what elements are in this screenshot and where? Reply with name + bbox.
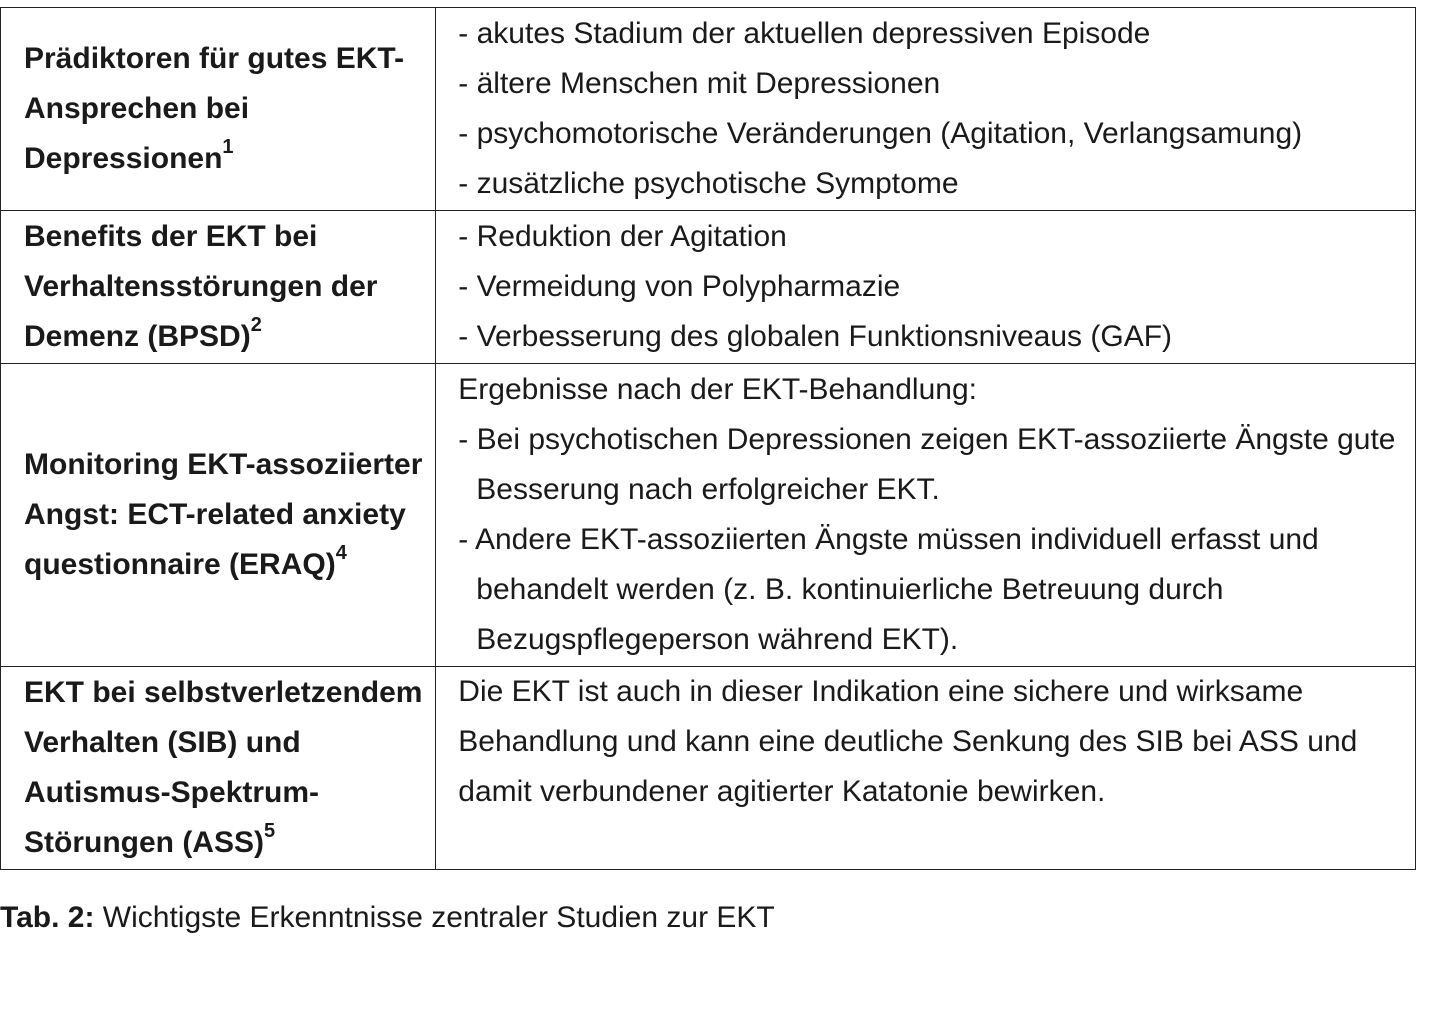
row-intro-text: Ergebnisse nach der EKT-Behandlung: [458, 373, 977, 406]
footnote-marker: 1 [222, 136, 234, 158]
table-row [1, 364, 1416, 667]
table-row [1, 211, 1416, 364]
table-caption [0, 893, 775, 943]
footnote-marker: 2 [250, 314, 262, 336]
table-row [1, 8, 1416, 211]
list-item: - Bei psychotischen Depressionen zeigen EKT-assoziierte Ängste gute Besserung nach erfolgreicher EKT. [458, 423, 1396, 506]
table-row [1, 667, 1416, 870]
list-item: - Andere EKT-assoziierten Ängste müssen individuell erfasst und behandelt werden (z. B. kontinuierliche Betreuung durch Bezugspflegeperson während EKT). [458, 523, 1319, 656]
findings-table [0, 7, 1416, 870]
list-item: - Reduktion der Agitation [458, 220, 787, 253]
footnote-marker: 5 [264, 820, 276, 842]
row-content-cell [436, 211, 1416, 364]
caption-label: Tab. 2: [0, 901, 95, 934]
row-heading-cell [1, 667, 436, 870]
row-content-cell [436, 667, 1416, 870]
row-heading-text: Monitoring EKT-assoziierter Angst: ECT-related anxiety questionnaire (ERAQ) [24, 448, 423, 581]
list-item: - Vermeidung von Polypharmazie [458, 270, 901, 303]
row-paragraph-text: Die EKT ist auch in dieser Indikation eine sichere und wirksame Behandlung und kann eine deutliche Senkung des SIB bei ASS und damit verbundener agitierter Katatonie bewirken. [458, 675, 1358, 808]
list-item: - psychomotorische Veränderungen (Agitation, Verlangsamung) [458, 117, 1303, 150]
row-heading-text: Benefits der EKT bei Verhaltensstörungen der Demenz (BPSD) [24, 220, 378, 353]
list-item: - akutes Stadium der aktuellen depressiven Episode [458, 17, 1151, 50]
row-heading-cell [1, 364, 436, 667]
row-heading-text: Prädiktoren für gutes EKT-Ansprechen bei Depressionen [24, 42, 405, 175]
row-heading-text: EKT bei selbstverletzendem Verhalten (SIB) und Autismus-Spektrum-Störungen (ASS) [24, 676, 423, 859]
row-heading-cell [1, 8, 436, 211]
list-item: - ältere Menschen mit Depressionen [458, 67, 941, 100]
row-content-cell [436, 364, 1416, 667]
row-heading-cell [1, 211, 436, 364]
list-item: - Verbesserung des globalen Funktionsniveaus (GAF) [458, 320, 1173, 353]
footnote-marker: 4 [335, 542, 347, 564]
row-content-cell [436, 8, 1416, 211]
list-item: - zusätzliche psychotische Symptome [458, 167, 959, 200]
caption-text: Wichtigste Erkenntnisse zentraler Studien zur EKT [94, 901, 775, 934]
